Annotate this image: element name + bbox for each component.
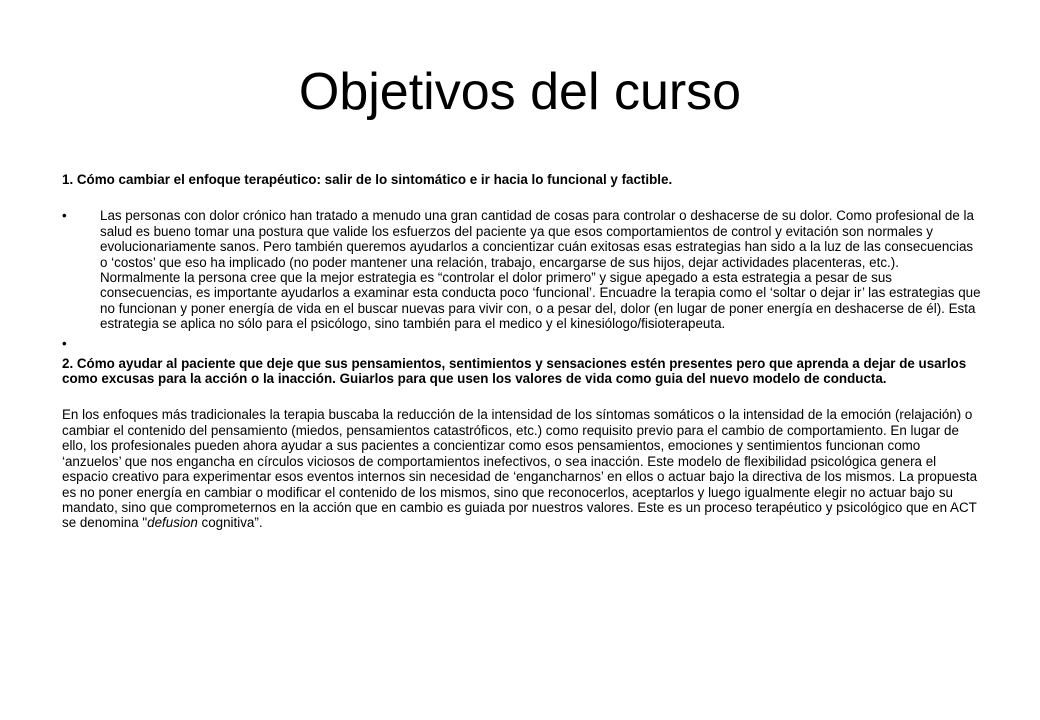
slide-body bbox=[62, 172, 982, 531]
bullet-text: Las personas con dolor crónico han tratado a menudo una gran cantidad de cosas para controlar o deshacerse de su dolor. Como profesional de la salud es bueno tomar una postura que valide los esfuerzos del paciente ya que esos comportamientos de control y evitación son normales y evolucionariamente sanos. Pero también queremos ayudarlos a concientizar cuán exitosas esas estrategias han sido a la luz de las consecuencias o ‘costos’ que eso ha implicado (no poder mantener una relación, trabajo, encargarse de sus hijos, dejar actividades placenteras, etc.). Normalmente la persona cree que la mejor estrategia es “controlar el dolor primero” y sigue apegado a esta estrategia a pesar de sus consecuencias, es importante ayudarlos a examinar esta conducta poco ‘funcional’. Encuadre la terapia como el ‘soltar o dejar ir’ las estrategias que no funcionan y poner energía de vida en el buscar nuevas para vivir con, o a pesar del, dolor (en lugar de poner energía en deshacerse de él). Esta estrategia se aplica no sólo para el psicólogo, sino también para el medico y el kinesiólogo/fisioterapeuta. bbox=[100, 208, 981, 332]
bullet-icon: • bbox=[62, 335, 67, 351]
bullet-item-1 bbox=[62, 208, 982, 331]
paragraph-text: En los enfoques más tradicionales la terapia buscaba la reducción de la intensidad de los síntomas somáticos o la intensidad de la emoción (relajación) o cambiar el contenido del pensamiento (miedos, pensamientos catastróficos, etc.) como requisito previo para el cambio de comportamiento. En lugar de ello, los profesionales pueden ahora ayudar a sus pacientes a concientizar como esos pensamientos, emociones y sentimientos funcionan como ‘anzuelos’ que nos engancha en círculos viciosos de comportamientos inefectivos, o sea inacción. Este modelo de flexibilidad psicológica genera el espacio creativo para experimentar esos eventos internos sin necesidad de ‘engancharnos’ en ellos o actuar bajo la directiva de los mismos. La propuesta es no poner energía en cambiar o modificar el contenido de los mismos, sino que reconocerlos, aceptarlos y luego igualmente elegir no actuar bajo su mandato, sino que comprometernos en la acción que en cambio es guiada por nuestros valores. Este es un proceso terapéutico y psicológico que en ACT se denomina " bbox=[62, 407, 978, 531]
paragraph-italic-term: defusion bbox=[147, 515, 198, 531]
objective-2-paragraph bbox=[62, 407, 982, 530]
paragraph-end-text: cognitiva”. bbox=[197, 515, 263, 531]
objective-2-heading: 2. Cómo ayudar al paciente que deje que sus pensamientos, sentimientos y sensaciones estén presentes pero que aprenda a dejar de usarlos como excusas para la acción o la inacción. Guiarlos para que usen los valores de vida como guia del nuevo modelo de conducta. bbox=[62, 355, 967, 387]
slide-title: Objetivos del curso bbox=[298, 63, 742, 121]
objective-1-heading: 1. Cómo cambiar el enfoque terapéutico: salir de lo sintomático e ir hacia lo funcional y factible. bbox=[62, 172, 673, 187]
empty-bullet-item bbox=[62, 336, 982, 352]
bullet-icon: • bbox=[62, 208, 67, 224]
